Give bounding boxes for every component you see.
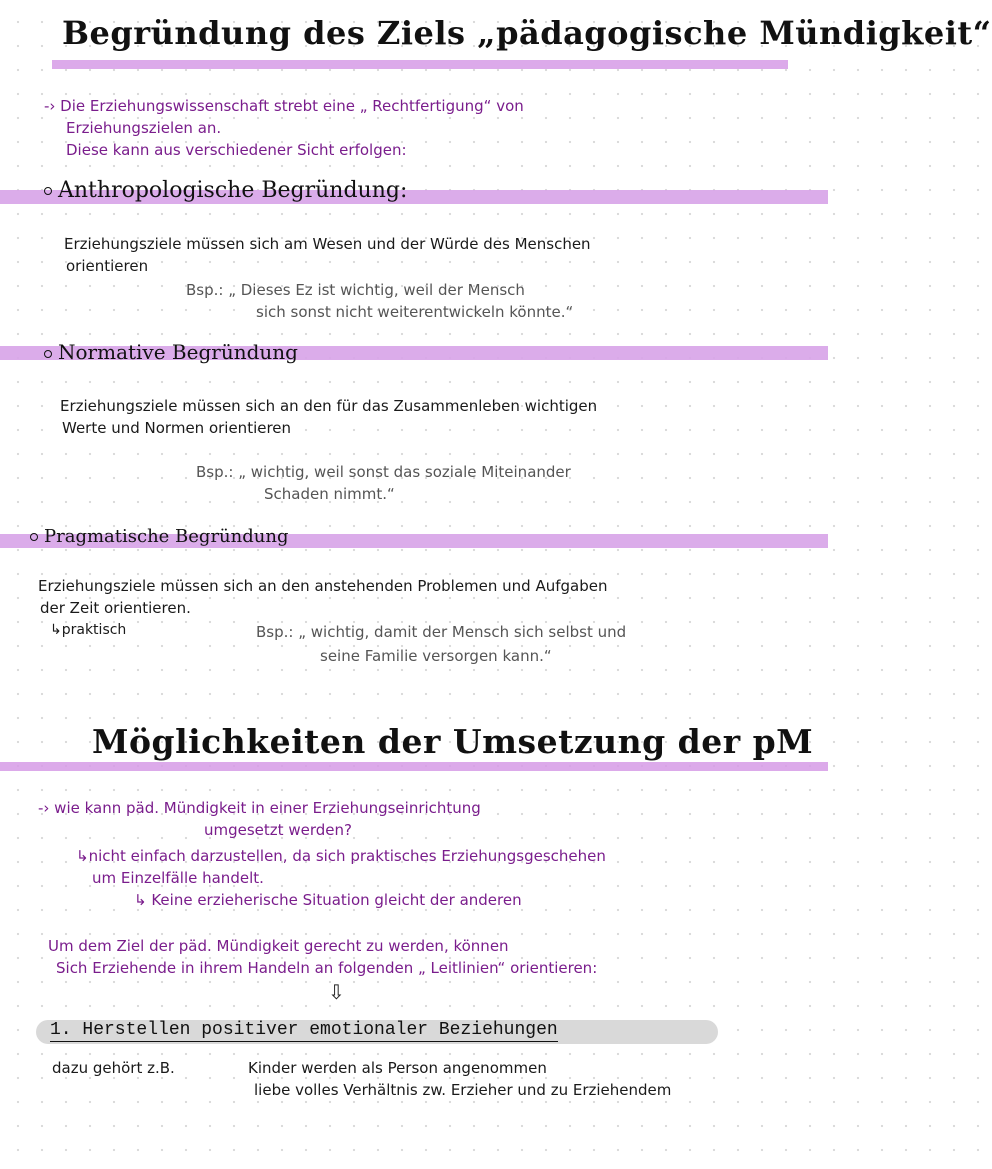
section2-answer-2: um Einzelfälle handelt. [92,869,264,887]
pragmatisch-body-2: der Zeit orientieren. [40,599,191,617]
anthro-example-2: sich sonst nicht weiterentwickeln könnte.“ [256,303,574,321]
guidelines-intro-2: Sich Erziehende in ihrem Handeln an folgenden „ Leitlinien“ orientieren: [56,959,598,977]
heading-normativ [44,340,298,364]
guideline-1-detail-label: dazu gehört z.B. [52,1059,175,1077]
guideline-1-heading: 1. Herstellen positiver emotionaler Beziehungen [50,1020,558,1040]
pragmatisch-example-2: seine Familie versorgen kann.“ [320,647,552,665]
guideline-1-detail-2: liebe volles Verhältnis zw. Erzieher und zu Erziehendem [254,1081,672,1099]
section2-title-highlight [0,762,828,771]
pragmatisch-example-1: Bsp.: „ wichtig, damit der Mensch sich selbst und [256,623,627,641]
intro-line-3: Diese kann aus verschiedener Sicht erfolgen: [66,141,407,159]
guidelines-intro-1: Um dem Ziel der päd. Mündigkeit gerecht zu werden, können [48,937,509,955]
section2-question-1: -› wie kann päd. Mündigkeit in einer Erziehungseinrichtung [38,799,481,817]
anthro-body-1: Erziehungsziele müssen sich am Wesen und der Würde des Menschen [64,235,591,253]
section2-answer-sub: ↳ Keine erzieherische Situation gleicht der anderen [134,891,522,909]
intro-line-2: Erziehungszielen an. [66,119,222,137]
pragmatisch-body-1: Erziehungsziele müssen sich an den anstehenden Problemen und Aufgaben [38,577,608,595]
section2-question-2: umgesetzt werden? [204,821,352,839]
page-title: Begründung des Ziels „pädagogische Mündigkeit“ [62,14,992,52]
normativ-body-2: Werte und Normen orientieren [62,419,292,437]
normativ-example-2: Schaden nimmt.“ [264,485,395,503]
bullet-icon [44,350,52,358]
bullet-icon [44,187,52,195]
guideline-1-detail-1: Kinder werden als Person angenommen [248,1059,547,1077]
bullet-icon [30,533,38,541]
anthro-body-2: orientieren [66,257,149,275]
heading-anthropologisch [44,178,407,203]
heading-text: Normative Begründung [58,340,298,364]
normativ-body-1: Erziehungsziele müssen sich an den für das Zusammenleben wichtigen [60,397,598,415]
heading-pragmatisch [30,526,288,547]
intro-line-1: -› Die Erziehungswissenschaft strebt eine „ Rechtfertigung“ von [44,97,524,115]
title-highlight [52,60,788,69]
anthro-example-1: Bsp.: „ Dieses Ez ist wichtig, weil der Mensch [186,281,525,299]
section2-title: Möglichkeiten der Umsetzung der pM [92,722,814,761]
pragmatisch-side-note: ↳praktisch [50,622,127,638]
arrow-down-icon: ⇩ [328,982,345,1004]
heading-text: Pragmatische Begründung [44,526,289,547]
section2-answer-1: ↳nicht einfach darzustellen, da sich praktisches Erziehungsgeschehen [76,847,606,865]
normativ-example-1: Bsp.: „ wichtig, weil sonst das soziale Miteinander [196,463,571,481]
heading-text: Anthropologische Begründung: [58,178,408,203]
